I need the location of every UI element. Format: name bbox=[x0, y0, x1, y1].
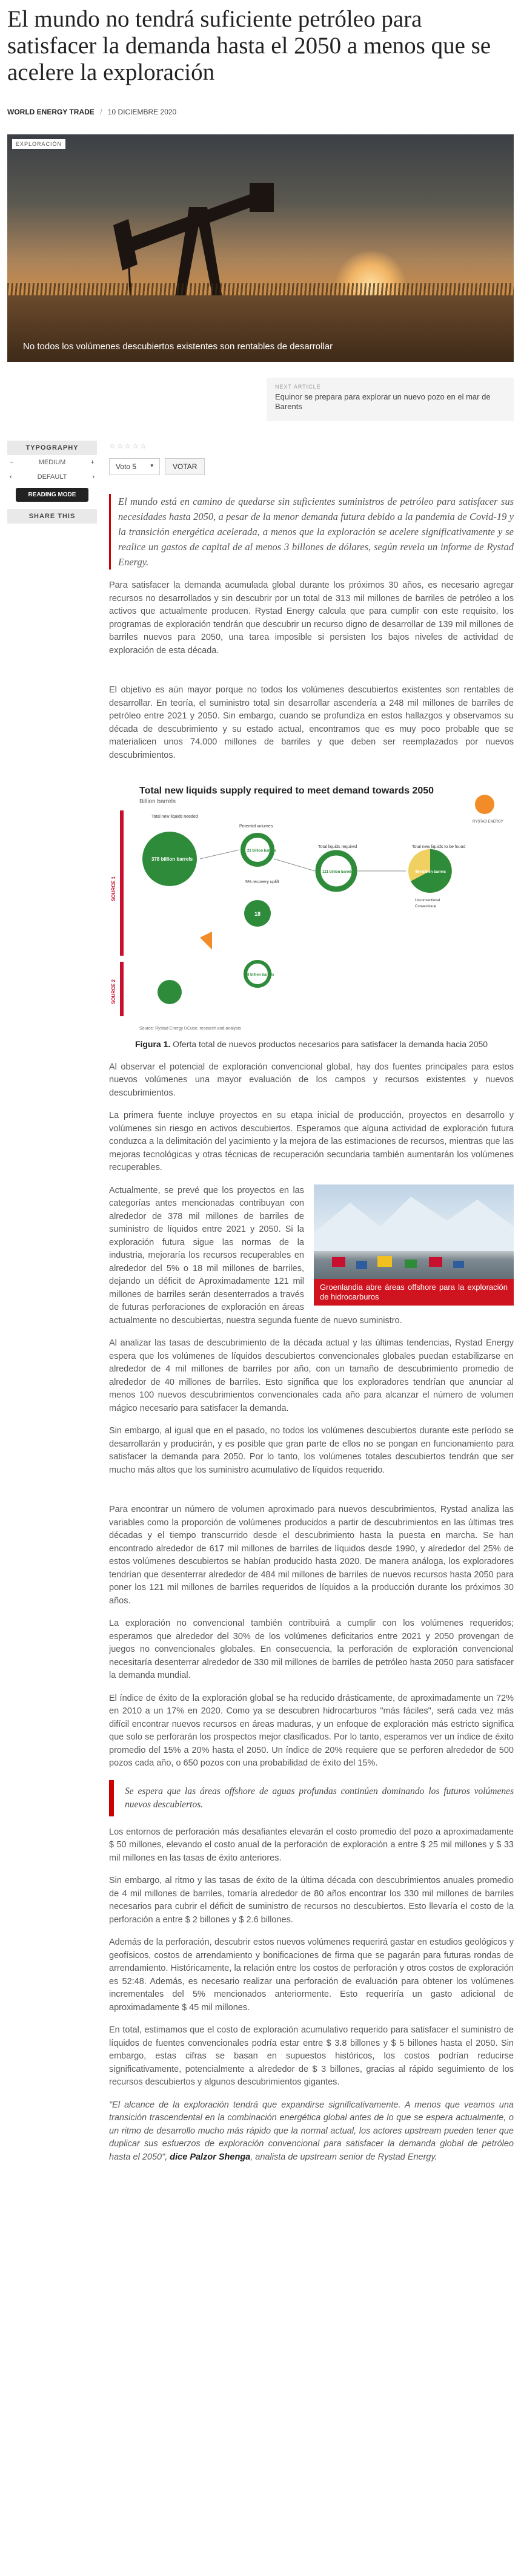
article-body bbox=[109, 494, 514, 2174]
font-size-control bbox=[7, 455, 97, 470]
infographic-subtitle: Billion barrels bbox=[139, 798, 176, 805]
font-style-control bbox=[7, 470, 97, 484]
paragraph: Actualmente, se prevé que los proyectos en las categorías antes mencionadas contribuyan con alrededor de 378 mil millones de barriles de suministro de líquidos entre 2021 y 2050. Si la exploración futura sigue las normas de la industria, mejoraría los recursos recuperables en alrededor del 5% o 18 mil millones de barriles, dejando un déficit de Aproximadamente 121 mil millones de barriles serán desenterrados a través de futuras perforaciones de exploración en áreas actualmente no descubiertas, nuestra segunda fuente de nuevo suministro. bbox=[109, 1185, 402, 1326]
meta-separator: / bbox=[100, 108, 102, 116]
category-tag[interactable]: EXPLORACIÓN bbox=[12, 139, 65, 149]
article-date: 10 DICIEMBRE 2020 bbox=[107, 108, 177, 116]
typography-heading: TYPOGRAPHY bbox=[7, 441, 97, 455]
source-bar-1 bbox=[120, 810, 124, 956]
vote-select[interactable] bbox=[109, 458, 160, 475]
closing-end: , analista de upstream senior de Rystad Energy. bbox=[250, 2152, 437, 2162]
hero-caption: No todos los volúmenes descubiertos existentes son rentables de desarrollar bbox=[23, 341, 333, 352]
prev-style-icon[interactable]: ‹ bbox=[10, 473, 12, 481]
paragraph: Además de la perforación, descubrir estos nuevos volúmenes requerirá gastar en estudios geológicos y geofísicos, costos de arrendamiento y bonificaciones de firma que se pagarán para futuras rondas de arrendamiento. Históricamente, la relación entre los costos de perforación y otros costos de exploración es 52:48. Además, es necesario realizar una perforación de evaluación para obtener los volúmenes incrementales del 5% mencionados anteriormente. Esto requeriría un gasto adicional de aproximadamente $ 45 mil millones. bbox=[109, 1937, 514, 2012]
hero-image bbox=[7, 134, 514, 362]
infographic-logo-text: RYSTAD ENERGY bbox=[473, 820, 503, 824]
pie-label-conv: Conventional bbox=[415, 905, 437, 908]
paragraph: Al analizar las tasas de descubrimiento de la década actual y las últimas tendencias, Rystad Energy espera que los volúmenes de líquidos descubiertos convencionales globales puedan estabilizarse en alrededor de 4 mil millones de barriles por año, con un tamaño de descubrimiento promedio de alrededor de 40 millones de barriles. Esto significa que los exploradores tendrían que anunciar al menos 100 nuevos descubrimientos convencionales cada año para alcanzar el número de volumen mágico necesario para satisfacer la demanda. bbox=[109, 1338, 514, 1413]
font-size-value: MEDIUM bbox=[38, 459, 66, 466]
connector-1 bbox=[200, 850, 239, 859]
greenland-caption[interactable]: Groenlandia abre áreas offshore para la exploración de hidrocarburos bbox=[314, 1279, 514, 1306]
infographic-svg bbox=[109, 780, 514, 1034]
arrow-orange-icon bbox=[200, 932, 212, 950]
paragraph: Sin embargo, al ritmo y las tasas de éxito de la última década con descubrimientos anuales promedio de 4 mil millones de barriles, tomaría alrededor de 80 años encontrar los 330 mil millones de barriles necesarios para cubrir el déficit de suministro de recursos no descubiertos. Esto llevaría el costo de la perforación a entre $ 2 billones y $ 2.6 billones. bbox=[109, 1876, 514, 1925]
next-article-label: NEXT ARTICLE bbox=[275, 384, 321, 390]
article-meta bbox=[7, 108, 176, 116]
infographic-figure bbox=[109, 780, 514, 1034]
c5-value: 18 bbox=[254, 911, 261, 917]
circle-source2 bbox=[158, 980, 182, 1004]
closing-quote bbox=[109, 2099, 514, 2164]
font-style-value: DEFAULT bbox=[37, 473, 67, 481]
rating-stars[interactable]: ☆☆☆☆☆ bbox=[109, 442, 148, 450]
paragraph: La primera fuente incluye proyectos en su etapa inicial de producción, proyectos en desarrollo y volúmenes sin riesgo en activos descubiertos. Esperamos que alguna actividad de exploración futura conduzca a la delimitación del yacimiento y la mejora de las estimaciones de recursos, mientras que las mejoras tecnológicas y otras técnicas de recuperación secundaria también aumentarán los volúmenes recuperables. bbox=[109, 1111, 514, 1172]
increase-size-button[interactable]: + bbox=[90, 459, 95, 466]
closing-author: dice Palzor Shenga bbox=[167, 2152, 251, 2162]
c1-label: Total new liquids needed bbox=[151, 815, 198, 819]
figure-caption-label: Figura 1. bbox=[134, 1039, 171, 1049]
paragraph: Para satisfacer la demanda acumulada global durante los próximos 30 años, es necesario agregar recursos no desarrollados y sin descubrir por un total de 313 mil millones de barriles de petróleo a los activos que actualmente producen. Rystad Energy calcula que para cumplir con este requisito, los programas de exploración tendrán que descubrir un recurso digno de desarrollar de 139 mil millones de barriles nuevos para 2050, una tarea imposible si persisten los bajos niveles de actividad de exploración de esta década. bbox=[109, 580, 514, 656]
lead-paragraph: El mundo está en camino de quedarse sin suficientes suministros de petróleo para satisfacer sus necesidades hasta 2050, a pesar de la menor demanda futura debido a la pandemia de Covid-19 y la transición energética acelerada, a menos que la exploración se acelere significativamente y se realice un gastos de capital de al menos 3 billones de dólares, según revela un informe de Rystad Energy. bbox=[109, 494, 514, 570]
reading-mode-button[interactable]: READING MODE bbox=[16, 488, 88, 502]
figure-caption-text: Oferta total de nuevos productos necesarios para satisfacer la demanda hacia 2050 bbox=[170, 1039, 488, 1049]
pull-quote: Se espera que las áreas offshore de aguas profundas continúen dominando los futuros volúmenes nuevos descubiertos. bbox=[109, 1780, 514, 1816]
paragraph: En total, estimamos que el costo de exploración acumulativo requerido para satisfacer el suministro de líquidos de fuentes convencionales podría estar entre $ 3.8 billones y $ 5 billones hasta el 2050. Sin embargo, estas cifras se basan en supuestos históricos, los costos podrían reducirse significativamente, potencialmente a alrededor de $ 3 billones, gracias al rápido seguimiento de los recursos descubiertos y algunos descubrimientos gigantes. bbox=[109, 2025, 514, 2087]
connector-2 bbox=[274, 859, 315, 871]
source-label-2: SOURCE 2 bbox=[111, 979, 116, 1004]
next-style-icon[interactable]: › bbox=[92, 473, 95, 481]
next-article-link[interactable]: Equinor se prepara para explorar un nuevo pozo en el mar de Barents bbox=[275, 392, 491, 411]
paragraph: El objetivo es aún mayor porque no todos los volúmenes descubiertos existentes son rentables de desarrollar. En teoría, el suministro total sin desarrollar ascendería a 248 mil millones de barriles de petróleo entre 2021 y 2050. Sin embargo, cuando se profundiza en estos hallazgos y observamos su década de descubrimiento y su estado actual, encontramos que es muy poco probable que se materialicen unos 74.000 millones de barriles y que deben ser reemplazados por nuevos descubrimientos. bbox=[109, 685, 514, 760]
figure-caption bbox=[109, 1038, 514, 1051]
infographic-title: Total new liquids supply required to meet demand towards 2050 bbox=[139, 786, 434, 796]
c2-label: Potential volumes bbox=[239, 824, 273, 829]
vote-select-value: Voto 5 bbox=[116, 462, 137, 471]
vote-form bbox=[109, 458, 205, 475]
article-source[interactable]: WORLD ENERGY TRADE bbox=[7, 108, 95, 116]
pie-label-unconv: Unconventional bbox=[415, 899, 440, 902]
c3-label: Total liquids required bbox=[318, 845, 357, 849]
hero-ground bbox=[7, 295, 514, 362]
next-article-box[interactable] bbox=[267, 378, 514, 421]
c1-value: 378 billion barrels bbox=[151, 856, 193, 862]
decrease-size-button[interactable]: − bbox=[10, 459, 14, 466]
c6-value: 8 billion barrels bbox=[247, 973, 274, 977]
c2-value: 21 billion barrels bbox=[247, 849, 276, 853]
c4-label: Total new liquids to be found bbox=[412, 845, 466, 849]
paragraph: Para encontrar un número de volumen aproximado para nuevos descubrimientos, Rystad analiza las variables como la proporción de volúmenes producidos a partir de descubrimientos en las últimas tres décadas y el tiempo transcurrido desde el descubrimiento hasta la puesta en marcha. Se han encontrado alrededor de 617 mil millones de barriles de líquidos desde 1990, y alrededor del 25% de estos volúmenes descubiertos se habían producido hasta 2020. De manera análoga, los exploradores tendrían que desenterrar alrededor de 484 mil millones de barriles de nuevos recursos hasta 2050 para poner los 121 mil millones de barriles requeridos de líquidos a la producción durante los próximos 30 años. bbox=[109, 1505, 514, 1606]
paragraph: Sin embargo, al igual que en el pasado, no todos los volúmenes descubiertos durante este período se desarrollarán y producirán, y es posible que gran parte de ellos no se pongan en funcionamiento para satisfacer la demanda para 2050. Por lo tanto, los volúmenes totales descubiertos tendrán que ser mucho más altos que los suministro acumulativo de líquidos requerido. bbox=[109, 1426, 514, 1475]
c5-label: 5% recovery uplift bbox=[245, 880, 279, 884]
share-heading[interactable]: SHARE THIS bbox=[7, 509, 97, 524]
paragraph: La exploración no convencional también contribuirá a cumplir con los volúmenes requeridos; esperamos que alrededor del 30% de los volúmenes deficitarios entre 2021 y 2050 provengan de juegos no convencionales globales. En consecuencia, la perforación de exploración convencional necesitaría desenterrar alrededor de 330 mil millones de barriles de petróleo hasta 2050 para satisfacer la demanda mundial. bbox=[109, 1618, 514, 1680]
article-title: El mundo no tendrá suficiente petróleo para satisfacer la demanda hasta el 2050 a menos que se acelere la exploración bbox=[7, 6, 491, 85]
infographic-footer: Source: Rystad Energy UCube, research and analysis bbox=[139, 1027, 241, 1031]
c4-value: 484 billion barrels bbox=[415, 870, 446, 874]
vote-button[interactable]: VOTAR bbox=[165, 458, 205, 475]
chevron-down-icon: ▾ bbox=[150, 462, 153, 468]
source-bar-2 bbox=[120, 962, 124, 1016]
closing-text: "El alcance de la exploración tendrá que expandirse significativamente. A menos que veamos una transición trascendental en la combinación energética global antes de lo que se espera actualmente, o un ritmo de desarrollo mucho más rápido que la normal actual, los actores upstream pueden tener que duplicar sus esfuerzos de exploración convencional para satisfacer la demanda global de petróleo hasta el 2050", bbox=[109, 2100, 514, 2162]
rystad-logo-icon bbox=[475, 795, 494, 814]
paragraph: Los entornos de perforación más desafiantes elevarán el costo promedio del pozo a aproximadamente $ 50 millones, elevando el costo anual de la perforación de exploración a entre $ 25 mil millones y $ 33 mil millones en las tasas de éxito anteriores. bbox=[109, 1827, 514, 1863]
greenland-image[interactable] bbox=[314, 1184, 514, 1306]
paragraph: Al observar el potencial de exploración convencional global, hay dos fuentes principales para estos nuevos volúmenes una mayor evaluación de los campos y recursos existentes y nuevos descubrimientos. bbox=[109, 1062, 514, 1098]
c3-value: 121 billion barrels bbox=[322, 870, 354, 874]
reading-sidebar bbox=[7, 441, 97, 524]
source-label-1: SOURCE 1 bbox=[111, 876, 116, 901]
paragraph: El índice de éxito de la exploración global se ha reducido drásticamente, de aproximadamente un 72% en 2010 a un 17% en 2020. Como ya se descubren hidrocarburos "más fáciles", será cada vez más difícil encontrar nuevos recursos en áreas maduras, y un enfoque de exploración más estricto significa que solo se perforarán los prospectos mejor clasificados. Por lo tanto, esperamos ver un índice de éxito promedio del 15% a 20% hasta el 2050. Un índice de 20% requiere que se perforen alrededor de 500 pozos cada año, o 650 pozos con una probabilidad de éxito del 15%. bbox=[109, 1693, 514, 1768]
